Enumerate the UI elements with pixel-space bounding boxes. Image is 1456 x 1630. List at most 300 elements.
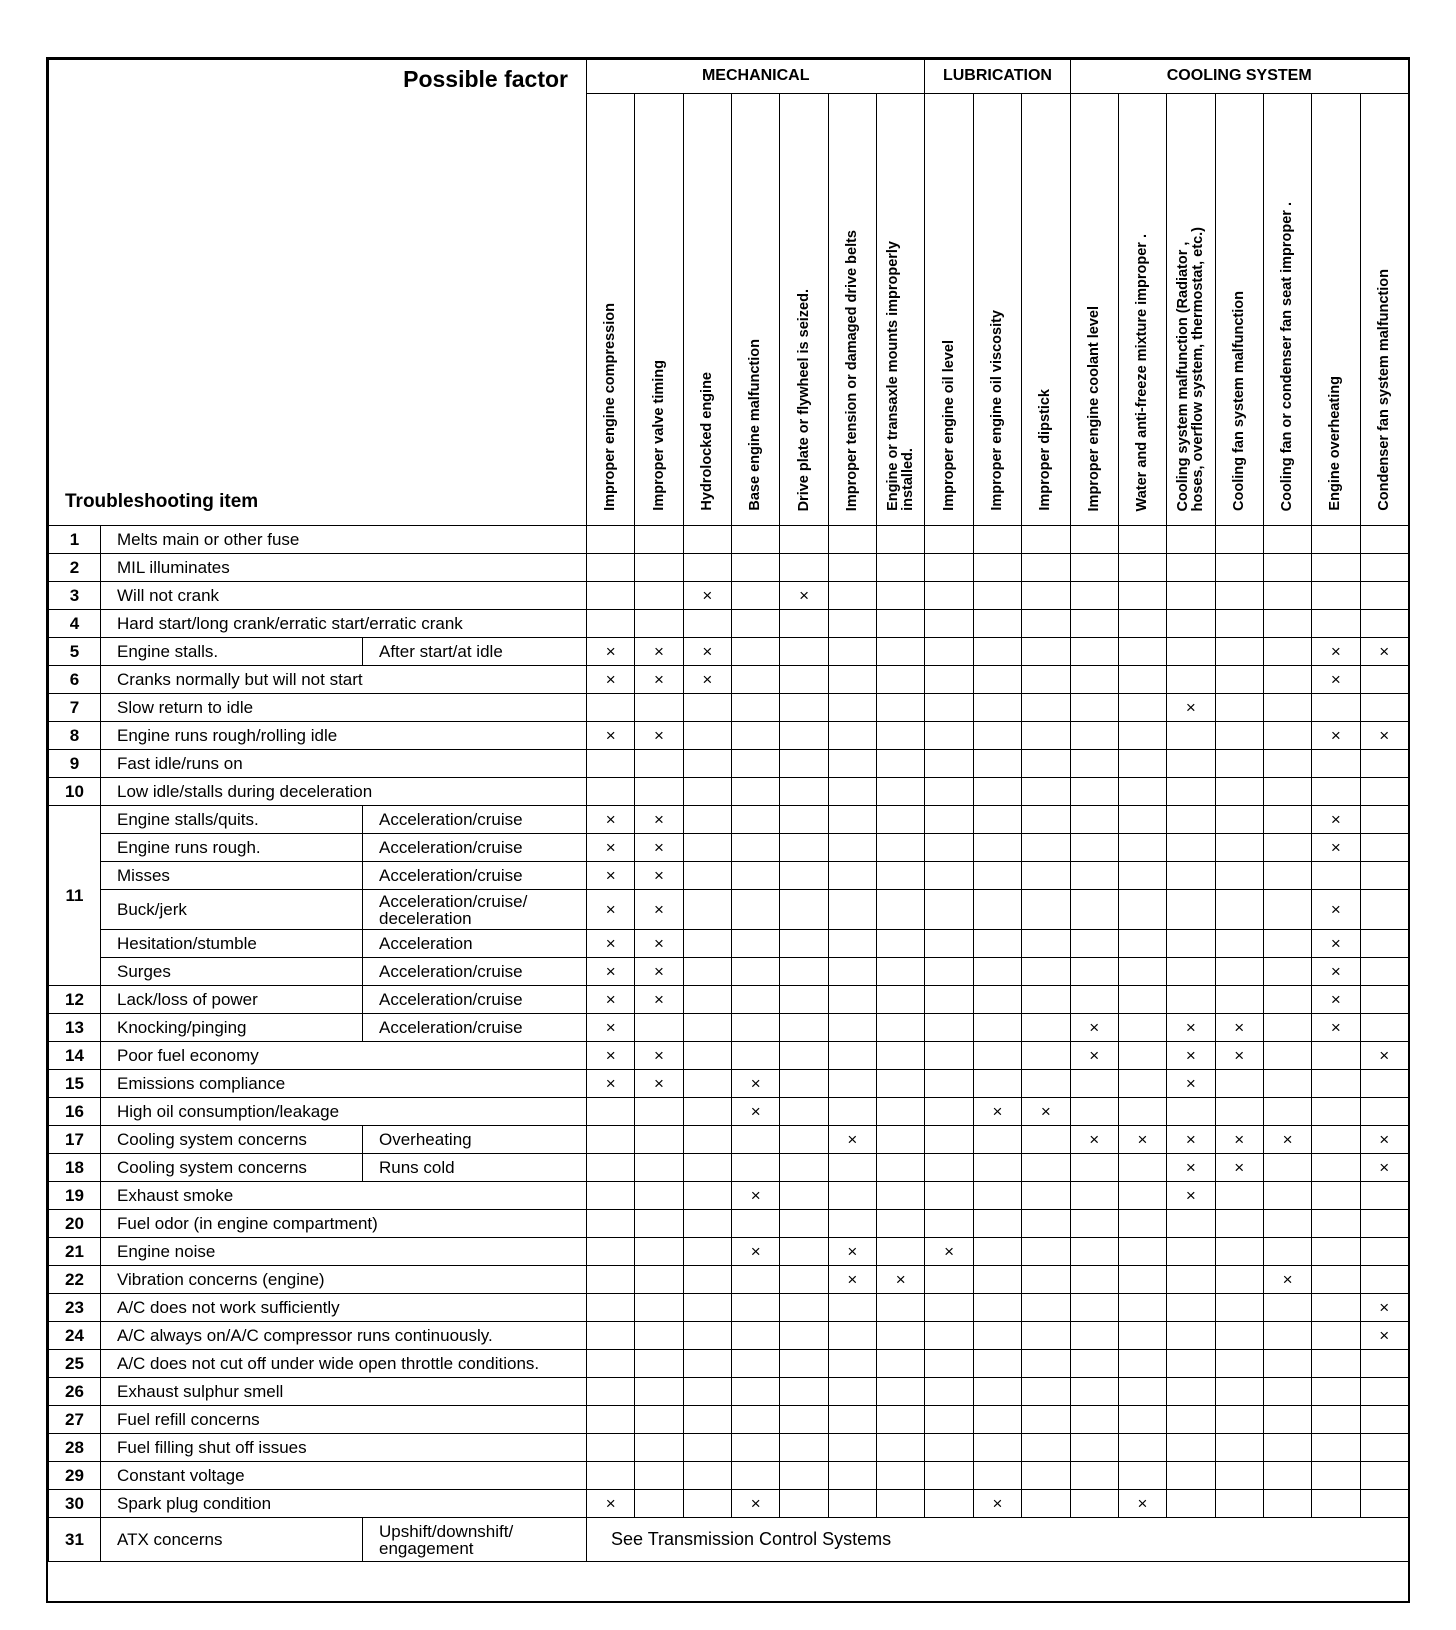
factor-mark: × (1022, 1098, 1070, 1126)
factor-mark: × (1070, 1014, 1118, 1042)
empty-cell (925, 750, 973, 778)
factor-mark: × (683, 582, 731, 610)
troubleshooting-table (48, 59, 1409, 1562)
empty-cell (1312, 1490, 1360, 1518)
table-row (49, 1266, 1409, 1294)
empty-cell (828, 890, 876, 930)
empty-cell (1070, 834, 1118, 862)
factor-mark: × (635, 1070, 683, 1098)
factor-column-header-wrap (925, 105, 972, 525)
factor-mark: × (1167, 1182, 1215, 1210)
factor-mark: × (587, 1070, 635, 1098)
factor-mark: × (635, 722, 683, 750)
empty-cell (587, 694, 635, 722)
row-number: 4 (49, 610, 101, 638)
condition: Acceleration/cruise/ deceleration (363, 890, 587, 930)
empty-cell (1215, 750, 1263, 778)
empty-cell (1360, 986, 1408, 1014)
empty-cell (635, 526, 683, 554)
table-row (49, 986, 1409, 1014)
table-row (49, 1210, 1409, 1238)
empty-cell (1312, 1266, 1360, 1294)
empty-cell (828, 834, 876, 862)
factor-column-header (1263, 93, 1311, 526)
empty-cell (1167, 1098, 1215, 1126)
empty-cell (635, 1490, 683, 1518)
empty-cell (877, 1434, 925, 1462)
table-row (49, 722, 1409, 750)
empty-cell (1118, 958, 1166, 986)
troubleshooting-item: High oil consumption/leakage (101, 1098, 587, 1126)
row-number: 2 (49, 554, 101, 582)
empty-cell (1215, 834, 1263, 862)
empty-cell (1263, 1238, 1311, 1266)
empty-cell (1360, 958, 1408, 986)
factor-mark: × (732, 1490, 780, 1518)
empty-cell (925, 958, 973, 986)
empty-cell (828, 958, 876, 986)
empty-cell (1360, 930, 1408, 958)
empty-cell (1312, 1434, 1360, 1462)
factor-mark: × (1360, 722, 1408, 750)
row-number: 27 (49, 1406, 101, 1434)
factor-mark: × (1360, 1322, 1408, 1350)
factor-mark: × (973, 1490, 1021, 1518)
empty-cell (1360, 1266, 1408, 1294)
empty-cell (1022, 638, 1070, 666)
empty-cell (973, 750, 1021, 778)
empty-cell (973, 1434, 1021, 1462)
empty-cell (1022, 1126, 1070, 1154)
troubleshooting-item: Fuel filling shut off issues (101, 1434, 587, 1462)
condition: Overheating (363, 1126, 587, 1154)
empty-cell (1118, 666, 1166, 694)
empty-cell (828, 694, 876, 722)
troubleshooting-item: Exhaust smoke (101, 1182, 587, 1210)
empty-cell (683, 554, 731, 582)
empty-cell (1312, 1210, 1360, 1238)
empty-cell (1263, 1154, 1311, 1182)
empty-cell (925, 930, 973, 958)
empty-cell (683, 834, 731, 862)
empty-cell (828, 862, 876, 890)
table-row (49, 1238, 1409, 1266)
factor-column-header (1360, 93, 1408, 526)
table-row (49, 1490, 1409, 1518)
empty-cell (1312, 582, 1360, 610)
empty-cell (1118, 1238, 1166, 1266)
factor-column-header-wrap (877, 105, 924, 525)
empty-cell (635, 1154, 683, 1182)
empty-cell (973, 554, 1021, 582)
empty-cell (635, 1406, 683, 1434)
empty-cell (780, 722, 828, 750)
empty-cell (1022, 1434, 1070, 1462)
empty-cell (1118, 1266, 1166, 1294)
empty-cell (1215, 582, 1263, 610)
factor-column-header (683, 93, 731, 526)
empty-cell (732, 834, 780, 862)
empty-cell (877, 582, 925, 610)
empty-cell (780, 666, 828, 694)
factor-column-header-wrap (1119, 105, 1166, 525)
empty-cell (1167, 722, 1215, 750)
empty-cell (780, 958, 828, 986)
empty-cell (973, 778, 1021, 806)
empty-cell (828, 1490, 876, 1518)
empty-cell (780, 1042, 828, 1070)
empty-cell (1022, 666, 1070, 694)
factor-mark: × (1312, 986, 1360, 1014)
empty-cell (683, 1378, 731, 1406)
table-row (49, 1014, 1409, 1042)
empty-cell (1360, 694, 1408, 722)
table-row (49, 666, 1409, 694)
empty-cell (683, 890, 731, 930)
condition: Acceleration/cruise (363, 862, 587, 890)
empty-cell (925, 1322, 973, 1350)
empty-cell (1167, 1350, 1215, 1378)
factor-column-header (828, 93, 876, 526)
factor-mark: × (1215, 1126, 1263, 1154)
empty-cell (1022, 1350, 1070, 1378)
factor-mark: × (1312, 722, 1360, 750)
empty-cell (973, 986, 1021, 1014)
factor-mark: × (1360, 1126, 1408, 1154)
row-number: 26 (49, 1378, 101, 1406)
empty-cell (780, 930, 828, 958)
empty-cell (1263, 986, 1311, 1014)
empty-cell (1118, 750, 1166, 778)
troubleshooting-item: Cooling system concerns (101, 1154, 363, 1182)
empty-cell (973, 930, 1021, 958)
empty-cell (877, 722, 925, 750)
empty-cell (1070, 1350, 1118, 1378)
condition: Upshift/downshift/ engagement (363, 1518, 587, 1562)
see-reference-note: See Transmission Control Systems (587, 1518, 1409, 1562)
empty-cell (683, 1322, 731, 1350)
empty-cell (1360, 1378, 1408, 1406)
empty-cell (1215, 806, 1263, 834)
empty-cell (1312, 554, 1360, 582)
empty-cell (683, 778, 731, 806)
factor-mark: × (587, 958, 635, 986)
factor-mark: × (1167, 1126, 1215, 1154)
row-number: 17 (49, 1126, 101, 1154)
empty-cell (683, 1098, 731, 1126)
factor-mark: × (1167, 1014, 1215, 1042)
empty-cell (732, 778, 780, 806)
empty-cell (1118, 1098, 1166, 1126)
empty-cell (1263, 610, 1311, 638)
factor-column-header (587, 93, 635, 526)
empty-cell (635, 610, 683, 638)
empty-cell (1022, 1322, 1070, 1350)
empty-cell (925, 834, 973, 862)
empty-cell (732, 1322, 780, 1350)
empty-cell (732, 930, 780, 958)
empty-cell (1312, 1238, 1360, 1266)
empty-cell (635, 1350, 683, 1378)
factor-column-header-wrap (780, 105, 827, 525)
empty-cell (635, 1182, 683, 1210)
empty-cell (635, 1322, 683, 1350)
empty-cell (828, 1378, 876, 1406)
troubleshooting-item: Constant voltage (101, 1462, 587, 1490)
empty-cell (925, 1294, 973, 1322)
factor-column-header (1118, 93, 1166, 526)
table-row (49, 778, 1409, 806)
empty-cell (925, 986, 973, 1014)
empty-cell (1167, 1406, 1215, 1434)
empty-cell (1312, 1322, 1360, 1350)
factor-mark: × (780, 582, 828, 610)
table-row (49, 1350, 1409, 1378)
factor-mark: × (732, 1098, 780, 1126)
troubleshooting-item: ATX concerns (101, 1518, 363, 1562)
empty-cell (1167, 930, 1215, 958)
empty-cell (1263, 834, 1311, 862)
empty-cell (780, 778, 828, 806)
empty-cell (1118, 1434, 1166, 1462)
factor-mark: × (1312, 834, 1360, 862)
empty-cell (925, 1070, 973, 1098)
empty-cell (828, 986, 876, 1014)
empty-cell (587, 1406, 635, 1434)
empty-cell (1167, 1210, 1215, 1238)
row-number: 31 (49, 1518, 101, 1562)
empty-cell (1070, 986, 1118, 1014)
empty-cell (1070, 1462, 1118, 1490)
empty-cell (780, 1154, 828, 1182)
empty-cell (732, 1014, 780, 1042)
factor-mark: × (828, 1126, 876, 1154)
empty-cell (732, 750, 780, 778)
empty-cell (973, 666, 1021, 694)
empty-cell (1215, 1210, 1263, 1238)
empty-cell (1167, 1294, 1215, 1322)
factor-mark: × (877, 1266, 925, 1294)
empty-cell (683, 1238, 731, 1266)
factor-column-header-wrap (684, 105, 731, 525)
troubleshooting-item: Cranks normally but will not start (101, 666, 587, 694)
table-row (49, 610, 1409, 638)
factor-group-lubrication: LUBRICATION (925, 60, 1070, 94)
empty-cell (925, 1434, 973, 1462)
empty-cell (732, 1266, 780, 1294)
factor-mark: × (1312, 930, 1360, 958)
empty-cell (780, 1238, 828, 1266)
empty-cell (877, 806, 925, 834)
empty-cell (1022, 930, 1070, 958)
empty-cell (732, 958, 780, 986)
empty-cell (1360, 890, 1408, 930)
empty-cell (925, 1014, 973, 1042)
empty-cell (1263, 930, 1311, 958)
empty-cell (877, 750, 925, 778)
factor-column-label: Engine or transaxle mounts improperly installed. (884, 241, 916, 511)
empty-cell (1022, 890, 1070, 930)
empty-cell (973, 1042, 1021, 1070)
empty-cell (828, 582, 876, 610)
empty-cell (683, 1154, 731, 1182)
factor-mark: × (587, 930, 635, 958)
empty-cell (1263, 1322, 1311, 1350)
factor-mark: × (1167, 694, 1215, 722)
empty-cell (1070, 1182, 1118, 1210)
condition: Acceleration/cruise (363, 806, 587, 834)
row-number: 29 (49, 1462, 101, 1490)
empty-cell (828, 778, 876, 806)
empty-cell (973, 722, 1021, 750)
empty-cell (973, 834, 1021, 862)
empty-cell (973, 1126, 1021, 1154)
table-row (49, 1518, 1409, 1562)
empty-cell (1070, 1378, 1118, 1406)
factor-column-header (973, 93, 1021, 526)
empty-cell (1070, 722, 1118, 750)
empty-cell (732, 1126, 780, 1154)
empty-cell (1312, 610, 1360, 638)
empty-cell (635, 1266, 683, 1294)
factor-mark: × (635, 862, 683, 890)
empty-cell (925, 1350, 973, 1378)
empty-cell (1360, 666, 1408, 694)
empty-cell (732, 1378, 780, 1406)
empty-cell (635, 1294, 683, 1322)
empty-cell (828, 806, 876, 834)
factor-mark: × (1312, 958, 1360, 986)
factor-column-header (1070, 93, 1118, 526)
factor-mark: × (587, 834, 635, 862)
factor-mark: × (587, 666, 635, 694)
factor-column-label: Water and anti-freeze mixture improper . (1134, 233, 1151, 511)
empty-cell (683, 1042, 731, 1070)
empty-cell (1360, 1098, 1408, 1126)
factor-group-cooling-system: COOLING SYSTEM (1070, 60, 1408, 94)
empty-cell (1070, 638, 1118, 666)
troubleshooting-item: Buck/jerk (101, 890, 363, 930)
empty-cell (1118, 610, 1166, 638)
empty-cell (1167, 862, 1215, 890)
empty-cell (1118, 1350, 1166, 1378)
empty-cell (1118, 554, 1166, 582)
empty-cell (973, 1350, 1021, 1378)
row-number: 14 (49, 1042, 101, 1070)
empty-cell (1312, 1462, 1360, 1490)
factor-mark: × (635, 834, 683, 862)
factor-column-header-wrap (732, 105, 779, 525)
factor-mark: × (1312, 1014, 1360, 1042)
empty-cell (1167, 1490, 1215, 1518)
empty-cell (1022, 806, 1070, 834)
empty-cell (1360, 778, 1408, 806)
empty-cell (683, 806, 731, 834)
factor-mark: × (1215, 1154, 1263, 1182)
empty-cell (877, 930, 925, 958)
table-row (49, 930, 1409, 958)
factor-column-header (780, 93, 828, 526)
empty-cell (828, 1070, 876, 1098)
empty-cell (683, 526, 731, 554)
empty-cell (877, 1070, 925, 1098)
empty-cell (1118, 1406, 1166, 1434)
empty-cell (828, 1042, 876, 1070)
empty-cell (1215, 1462, 1263, 1490)
empty-cell (683, 750, 731, 778)
empty-cell (1215, 862, 1263, 890)
empty-cell (1263, 1070, 1311, 1098)
empty-cell (1070, 1154, 1118, 1182)
empty-cell (828, 1098, 876, 1126)
table-row (49, 834, 1409, 862)
empty-cell (1360, 1070, 1408, 1098)
factor-mark: × (732, 1182, 780, 1210)
table-row (49, 1154, 1409, 1182)
empty-cell (925, 1266, 973, 1294)
empty-cell (1167, 986, 1215, 1014)
empty-cell (683, 694, 731, 722)
empty-cell (925, 638, 973, 666)
troubleshooting-item: Engine stalls. (101, 638, 363, 666)
empty-cell (973, 1070, 1021, 1098)
empty-cell (973, 1266, 1021, 1294)
empty-cell (635, 694, 683, 722)
empty-cell (828, 1210, 876, 1238)
empty-cell (635, 1014, 683, 1042)
empty-cell (877, 1042, 925, 1070)
empty-cell (683, 958, 731, 986)
empty-cell (587, 750, 635, 778)
table-row (49, 1434, 1409, 1462)
empty-cell (1167, 1266, 1215, 1294)
empty-cell (1022, 750, 1070, 778)
row-number: 21 (49, 1238, 101, 1266)
empty-cell (1118, 1378, 1166, 1406)
empty-cell (925, 1406, 973, 1434)
empty-cell (828, 666, 876, 694)
empty-cell (1167, 1462, 1215, 1490)
empty-cell (877, 1378, 925, 1406)
empty-cell (1167, 1378, 1215, 1406)
factor-column-header-wrap (1361, 105, 1408, 525)
empty-cell (1263, 526, 1311, 554)
empty-cell (1118, 526, 1166, 554)
empty-cell (877, 1490, 925, 1518)
condition: Acceleration/cruise (363, 986, 587, 1014)
empty-cell (1167, 666, 1215, 694)
empty-cell (1070, 750, 1118, 778)
empty-cell (1022, 1238, 1070, 1266)
empty-cell (1263, 638, 1311, 666)
empty-cell (780, 554, 828, 582)
empty-cell (1022, 986, 1070, 1014)
table-row (49, 554, 1409, 582)
factor-column-header (1215, 93, 1263, 526)
empty-cell (780, 1406, 828, 1434)
empty-cell (1215, 554, 1263, 582)
row-number: 23 (49, 1294, 101, 1322)
troubleshooting-item: Engine noise (101, 1238, 587, 1266)
empty-cell (1070, 930, 1118, 958)
factor-column-header-wrap (1071, 105, 1118, 525)
factor-mark: × (1070, 1042, 1118, 1070)
empty-cell (732, 862, 780, 890)
factor-column-header (877, 93, 925, 526)
empty-cell (780, 1182, 828, 1210)
troubleshooting-item: Poor fuel economy (101, 1042, 587, 1070)
empty-cell (973, 862, 1021, 890)
